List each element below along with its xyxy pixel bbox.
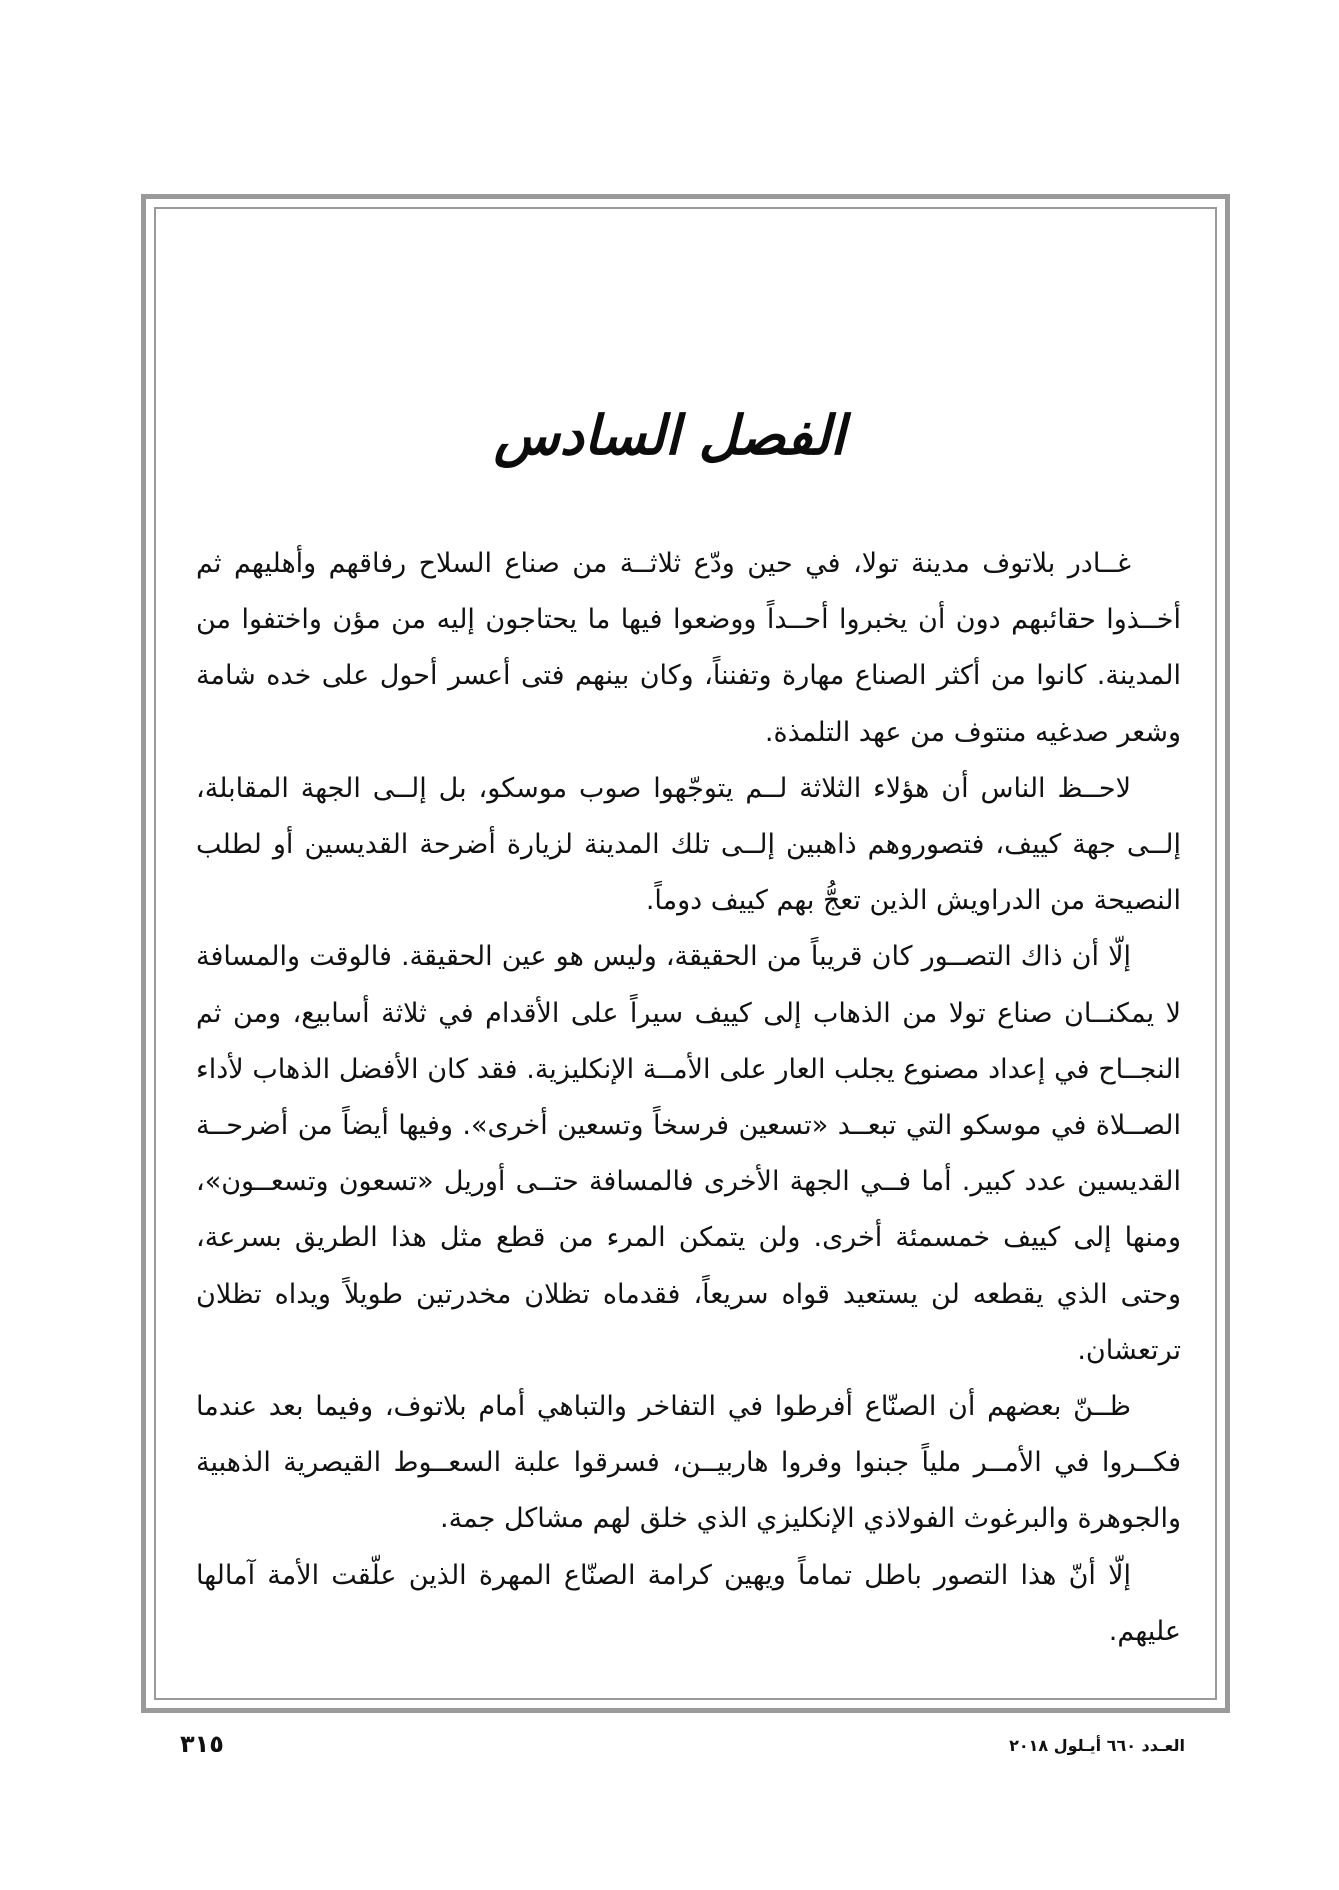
issue-info: العـدد ٦٦٠ أيـلول ٢٠١٨ bbox=[1009, 1736, 1185, 1755]
page-number: ٣١٥ bbox=[180, 1730, 224, 1758]
chapter-body bbox=[196, 536, 1181, 1660]
paragraph-4: ظــنّ بعضهم أن الصنّاع أفرطوا في التفاخر والتباهي أمام بلاتوف، وفيما بعد عندما فكــروا في الأمــر ملياً جبنوا وفروا هاربيــن، فسرقوا علبة السعــوط القيصرية الذهبية والجوهرة والبرغوث الفولاذي الإنكليزي الذي خلق لهم مشاكل جمة. bbox=[196, 1391, 1181, 1535]
paragraph-5: إلّا أنّ هذا التصور باطل تماماً ويهين كرامة الصنّاع المهرة الذين علّقت الأمة آمالها عليهم. bbox=[196, 1559, 1181, 1647]
paragraph-2: لاحــظ الناس أن هؤلاء الثلاثة لــم يتوجّهوا صوب موسكو، بل إلــى الجهة المقابلة، إلــى جهة كييف، فتصوروهم ذاهبين إلــى تلك المدينة لزيارة أضرحة القديسين أو لطلب النصيحة من الدراويش الذين تعجُّ بهم كييف دوماً. bbox=[196, 772, 1181, 917]
paragraph-3: إلّا أن ذاك التصــور كان قريباً من الحقيقة، وليس هو عين الحقيقة. فالوقت والمسافة لا يمكنــان صناع تولا من الذهاب إلى كييف سيراً على الأقدام في ثلاثة أسابيع، ومن ثم النجــاح في إعداد مصنوع يجلب العار على الأمــة الإنكليزية. فقد كان الأفضل الذهاب لأداء الصــلاة في موسكو التي تبعــد «تسعين فرسخاً وتسعين أخرى». وفيها أيضاً من أضرحــة القديسين عدد كبير. أما فــي الجهة الأخرى فالمسافة حتــى أوريل «تسعون وتسعــون»، ومنها إلى كييف خمسمئة أخرى. ولن يتمكن المرء من قطع مثل هذا الطريق بسرعة، وحتى الذي يقطعه لن يستعيد قواه سريعاً، فقدماه تظلان مخدرتين طويلاً ويداه تظلان ترتعشان. bbox=[196, 941, 1181, 1366]
paragraph-1: غــادر بلاتوف مدينة تولا، في حين ودّع ثلاثــة من صناع السلاح رفاقهم وأهليهم ثم أخــذوا حقائبهم دون أن يخبروا أحــداً ووضعوا فيها ما يحتاجون إليه من مؤن واختفوا من المدينة. كانوا من أكثر الصناع مهارة وتفنناً، وكان بينهم فتى أعسر أحول على خده شامة وشعر صدغيه منتوف من عهد التلمذة. bbox=[196, 548, 1181, 748]
chapter-title: الفصل السادس bbox=[493, 403, 846, 467]
